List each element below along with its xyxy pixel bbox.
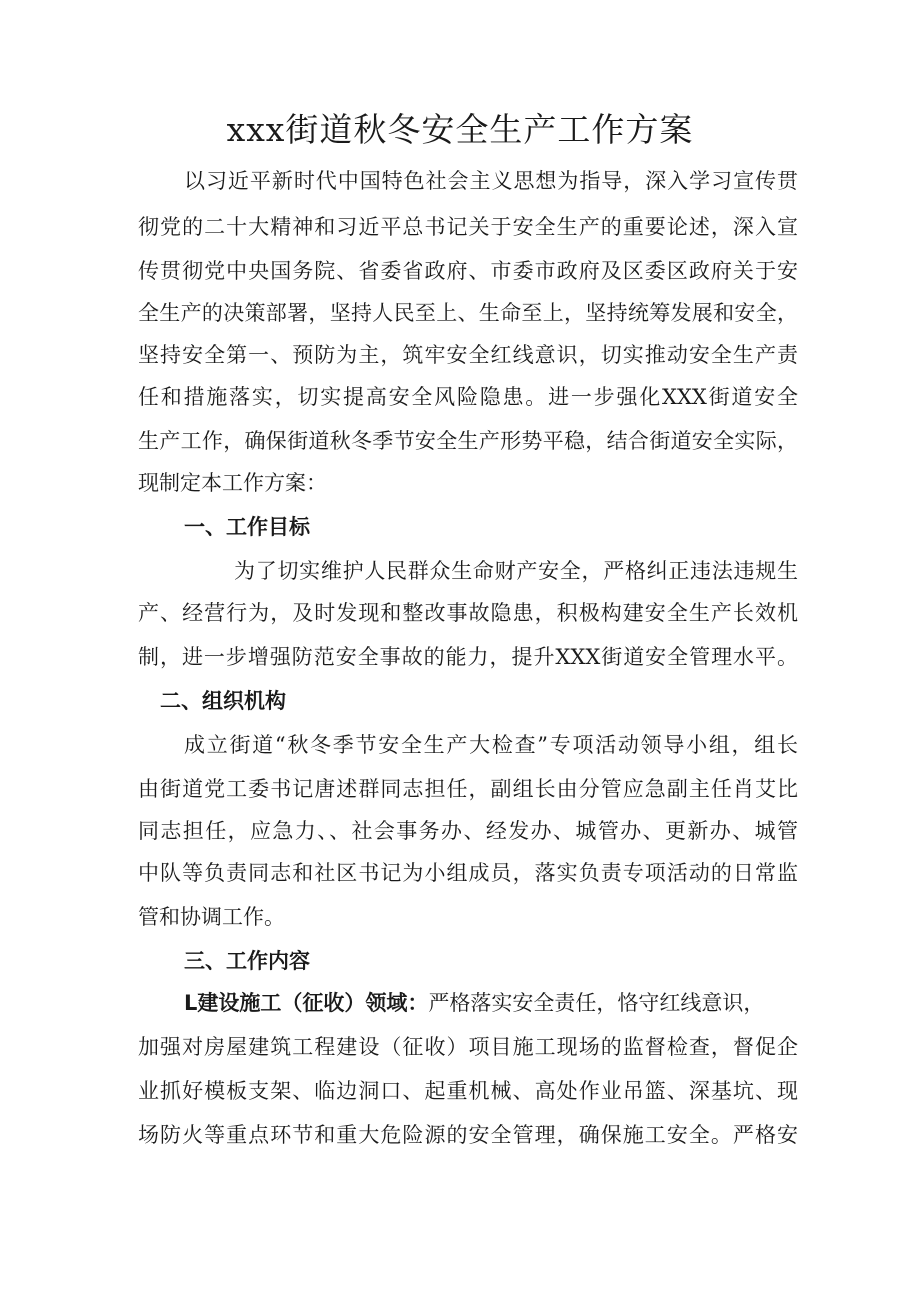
content-line-4: 场防火等重点环节和重大危险源的安全管理，确保施工安全。严格安 (138, 1123, 798, 1147)
intro-line-7: 生产工作，确保街道秋冬季节安全生产形势平稳，结合街道安全实际， (138, 429, 798, 453)
intro-line-8: 现制定本工作方案： (138, 471, 327, 495)
intro-line-5: 坚持安全第一、预防为主，筑牢安全红线意识，切实推动安全生产责 (138, 343, 798, 367)
org-line-3: 同志担任，应急力、、社会事务办、经发办、城管办、更新办、城管 (138, 819, 798, 843)
org-line-1: 成立街道“秋冬季节安全生产大检查”专项活动领导小组，组长 (184, 733, 798, 757)
goals-line-1: 为了切实维护人民群众生命财产安全，严格纠正违法违规生 (234, 559, 798, 583)
intro-line-2: 彻党的二十大精神和习近平总书记关于安全生产的重要论述，深入宣 (138, 215, 798, 239)
content-item-1-first-line (184, 988, 798, 1018)
document-title: xxx街道秋冬安全生产工作方案 (226, 110, 694, 149)
org-line-5: 管和协调工作。 (138, 905, 285, 929)
section-heading-goals: 一、工作目标 (184, 515, 310, 539)
org-line-2: 由街道党工委书记唐述群同志担任，副组长由分管应急副主任肖艾比 (138, 777, 798, 801)
goals-line-2: 产、经营行为，及时发现和整改事故隐患，积极构建安全生产长效机 (138, 601, 798, 625)
section-heading-content: 三、工作内容 (184, 949, 310, 973)
intro-line-1: 以习近平新时代中国特色社会主义思想为指导，深入学习宣传贯 (184, 169, 798, 193)
goals-line-3: 制，进一步增强防范安全事故的能力，提升XXX街道安全管理水平。 (138, 645, 798, 669)
content-line-2: 加强对房屋建筑工程建设（征收）项目施工现场的监督检查，督促企 (138, 1035, 798, 1059)
intro-line-6: 任和措施落实，切实提高安全风险隐患。进一步强化XXX街道安全 (138, 385, 798, 409)
content-line-3: 业抓好模板支架、临边洞口、起重机械、高处作业吊篮、深基坑、现 (138, 1079, 798, 1103)
content-item-1-text: 严格落实安全责任，恪守红线意识， (428, 991, 765, 1015)
org-line-4: 中队等负责同志和社区书记为小组成员，落实负责专项活动的日常监 (138, 861, 798, 885)
intro-line-4: 全生产的决策部署，坚持人民至上、生命至上，坚持统筹发展和安全， (138, 301, 798, 325)
intro-line-3: 传贯彻党中央国务院、省委省政府、市委市政府及区委区政府关于安 (138, 259, 798, 283)
section-heading-organization: 二、组织机构 (160, 689, 286, 713)
content-item-1-label: L建设施工（征收）领域： (184, 991, 429, 1015)
